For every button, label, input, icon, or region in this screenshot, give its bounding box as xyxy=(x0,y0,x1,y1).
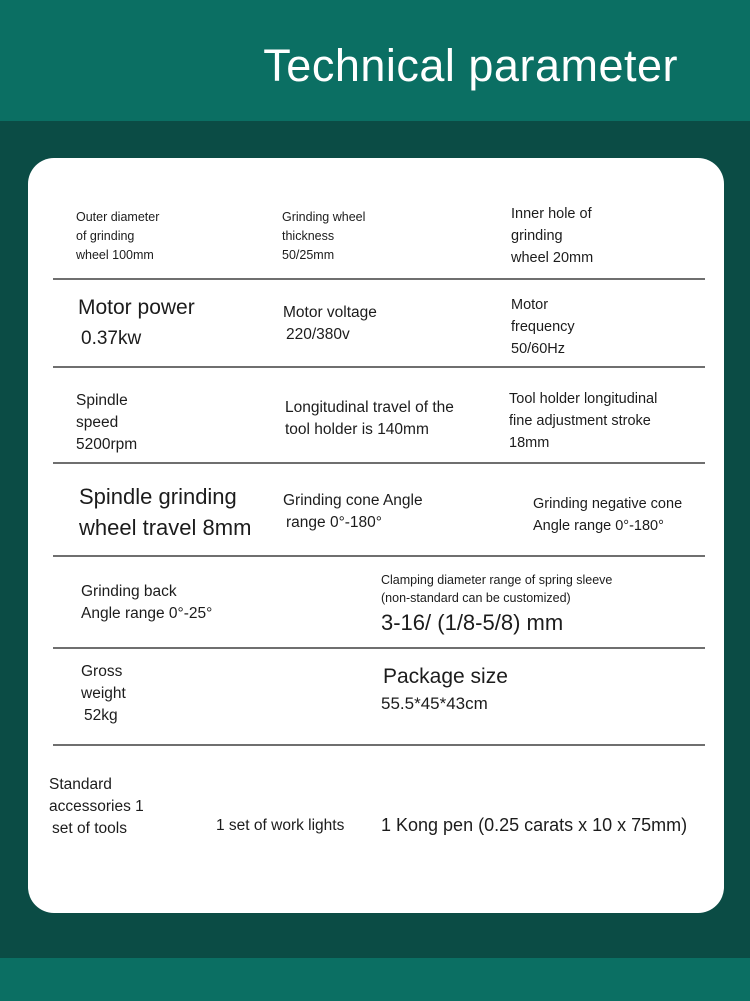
spec-line: Grinding back xyxy=(81,583,177,600)
spec-line: 5200rpm xyxy=(76,436,138,453)
spec-motor-frequency xyxy=(511,294,575,360)
spec-line: Spindle xyxy=(76,392,128,409)
spec-longitudinal-travel xyxy=(285,397,454,441)
spec-standard-accessories xyxy=(49,774,144,840)
spec-fine-adjustment xyxy=(509,388,657,454)
row-divider xyxy=(53,462,705,464)
spec-line: Motor voltage xyxy=(283,304,377,321)
row-divider xyxy=(53,278,705,280)
spec-line: Motor xyxy=(511,297,549,313)
spec-line: Grinding wheel xyxy=(282,210,366,224)
spec-back-angle xyxy=(81,581,212,625)
spec-cone-angle xyxy=(283,490,423,534)
spec-line: Package size xyxy=(383,665,508,688)
spec-package-size xyxy=(383,661,508,716)
spec-wheel-thickness xyxy=(282,208,365,265)
spec-negative-cone-angle xyxy=(533,493,682,537)
spec-line: Longitudinal travel of the xyxy=(285,399,454,416)
spec-line: of grinding xyxy=(76,229,135,243)
spec-line: 3-16/ (1/8-5/8) mm xyxy=(381,610,564,635)
spec-line: Inner hole of xyxy=(511,206,592,222)
spec-line: 52kg xyxy=(84,707,118,724)
spec-line: Outer diameter xyxy=(76,210,160,224)
spec-line: (non-standard can be customized) xyxy=(381,591,571,605)
spec-inner-hole xyxy=(511,203,593,269)
spec-clamping-diameter xyxy=(381,571,612,639)
spec-line: set of tools xyxy=(52,820,127,837)
spec-line: Angle range 0°-180° xyxy=(533,518,664,534)
spec-line: Grinding cone Angle xyxy=(283,492,423,509)
spec-outer-diameter xyxy=(76,208,159,265)
spec-line: Gross xyxy=(81,663,123,680)
spec-work-lights xyxy=(216,815,344,837)
spec-line: Angle range 0°-25° xyxy=(81,605,213,622)
row-divider xyxy=(53,555,705,557)
spec-line: fine adjustment stroke xyxy=(509,413,651,429)
row-divider xyxy=(53,744,705,746)
header-banner xyxy=(0,0,750,121)
spec-line: Grinding negative cone xyxy=(533,496,683,512)
spec-line: Standard xyxy=(49,776,112,793)
spec-line: thickness xyxy=(282,229,335,243)
spec-line: wheel travel 8mm xyxy=(79,515,252,540)
spec-spindle-speed xyxy=(76,390,137,456)
spec-gross-weight xyxy=(81,661,126,727)
spec-line: 220/380v xyxy=(286,326,350,343)
spec-line: Tool holder longitudinal xyxy=(509,391,658,407)
spec-line: 50/25mm xyxy=(282,248,335,262)
row-divider xyxy=(53,647,705,649)
spec-line: accessories 1 xyxy=(49,798,144,815)
spec-line: 50/60Hz xyxy=(511,341,566,357)
spec-line: wheel 100mm xyxy=(76,248,154,262)
spec-kong-pen xyxy=(381,812,687,838)
spec-spindle-travel xyxy=(79,481,251,543)
footer-band xyxy=(0,958,750,1001)
spec-line: wheel 20mm xyxy=(511,250,594,266)
row-divider xyxy=(53,366,705,368)
spec-line: Spindle grinding xyxy=(79,484,237,509)
spec-motor-power xyxy=(78,292,195,354)
spec-line: 0.37kw xyxy=(81,328,142,349)
spec-line: speed xyxy=(76,414,119,431)
spec-line: weight xyxy=(81,685,126,702)
spec-line: range 0°-180° xyxy=(286,514,382,531)
spec-line: grinding xyxy=(511,228,563,244)
spec-line: 1 Kong pen (0.25 carats x 10 x 75mm) xyxy=(381,815,688,835)
spec-line: 55.5*45*43cm xyxy=(381,694,488,713)
spec-line: 18mm xyxy=(509,435,550,451)
spec-line: tool holder is 140mm xyxy=(285,421,429,438)
spec-line: Motor power xyxy=(78,296,195,319)
spec-line: Clamping diameter range of spring sleeve xyxy=(381,573,613,587)
page-title: Technical parameter xyxy=(263,40,678,91)
spec-motor-voltage xyxy=(283,302,377,346)
spec-line: 1 set of work lights xyxy=(216,817,345,834)
spec-line: frequency xyxy=(511,319,575,335)
